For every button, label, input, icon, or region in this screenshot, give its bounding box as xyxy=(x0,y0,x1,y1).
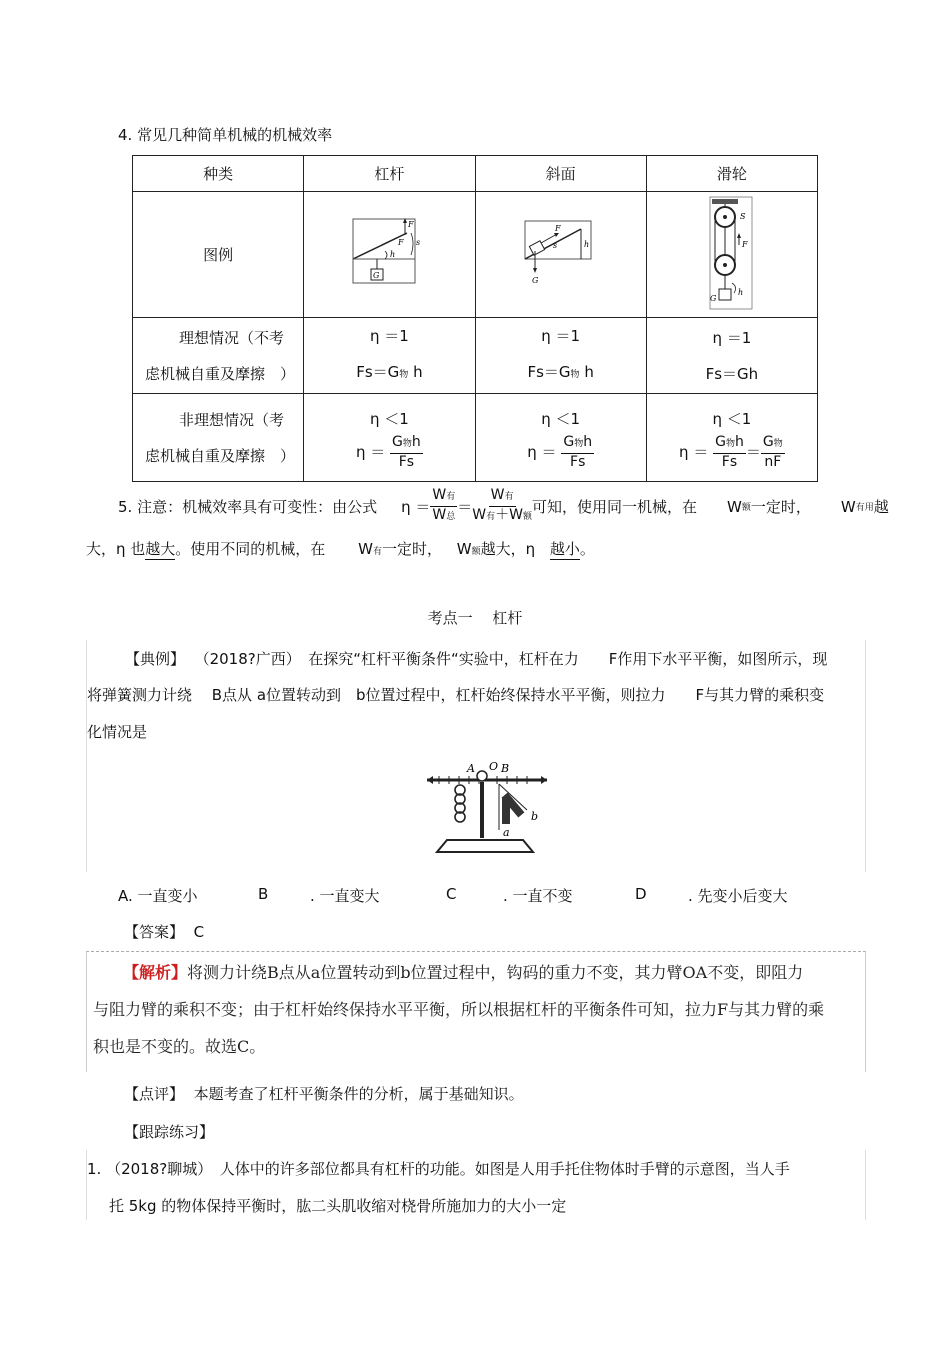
fig-a-label: A xyxy=(467,762,475,775)
note-5-line2 xyxy=(86,538,595,559)
ideal-lever-formula-sub: 物 xyxy=(399,370,409,380)
analysis-text1: 将测力计绕B点从a位置转动到b位置过程中，钩码的重力不变，其力臂OA不变，即阻力 xyxy=(187,963,804,982)
option-d-letter: D xyxy=(635,885,647,903)
real-lever-formula xyxy=(304,434,474,471)
note5-l2-e: 。 xyxy=(579,540,595,558)
analysis-box xyxy=(86,951,866,1072)
note5-mid: 可知，使用同一机械，在 xyxy=(531,498,697,516)
ideal-incline-formula-main: Fs＝G xyxy=(527,363,571,381)
note5-f2-dw2: W xyxy=(509,507,523,523)
note5-l2-b: 。使用不同的机械，在 xyxy=(175,540,326,558)
incline-figure-cell xyxy=(475,192,646,318)
example-box xyxy=(86,640,866,872)
real-lever-frac-num: G xyxy=(392,434,403,450)
real-incline-cell xyxy=(475,394,646,482)
real-lever-frac-tail: h xyxy=(411,434,421,450)
pulley-f-label: F xyxy=(741,239,748,249)
real-pulley-frac2-den: nF xyxy=(764,454,782,470)
table-real-row xyxy=(133,394,818,482)
option-d-text: . 先变小后变大 xyxy=(688,887,788,905)
analysis-line1 xyxy=(93,954,865,991)
real-lever-eta: η ＜1 xyxy=(369,410,409,428)
note5-frac-1 xyxy=(430,487,457,526)
real-label-line2: 虑机械自重及摩擦 ） xyxy=(145,446,296,465)
answer-line xyxy=(124,921,204,942)
note5-answer-1: 越大 xyxy=(145,540,176,558)
real-lever-cell xyxy=(304,394,475,482)
real-pulley-frac2-num: G xyxy=(762,434,774,450)
note5-l2-d: 越大，η xyxy=(480,540,536,558)
analysis-line2: 与阻力臂的乘积不变；由于杠杆始终保持水平平衡，所以根据杠杆的平衡条件可知，拉力F与其力臂的乘 xyxy=(93,1000,825,1019)
ideal-label-line2: 虑机械自重及摩擦 ） xyxy=(145,364,296,383)
real-lever-eta-eq: η ＝ xyxy=(355,443,386,461)
lever-figure-cell xyxy=(304,192,475,318)
header-incline: 斜面 xyxy=(475,156,646,192)
incline-diagram xyxy=(521,215,601,291)
real-incline-frac-num: G xyxy=(563,434,575,450)
note5-l2-a: 大，η 也 xyxy=(86,540,146,558)
example-tag: 【典例】 xyxy=(125,650,186,668)
option-b-letter: B xyxy=(258,885,269,903)
fig-o-label: O xyxy=(489,760,499,773)
note5-f1-dsub: 总 xyxy=(446,512,456,522)
note5-answer-2: 越小 xyxy=(549,540,580,558)
real-lever-frac-den: Fs xyxy=(398,454,415,470)
real-pulley-frac1-den: Fs xyxy=(721,454,738,470)
example-line3: 化情况是 xyxy=(87,723,148,741)
lever-diagram xyxy=(349,215,429,291)
header-type: 种类 xyxy=(133,156,304,192)
ideal-incline-formula-tail: h xyxy=(584,363,594,381)
ideal-label xyxy=(133,318,304,394)
fig-b-label: B xyxy=(501,762,510,775)
real-label xyxy=(133,394,304,482)
comment-line xyxy=(124,1083,524,1104)
incline-g-label: G xyxy=(531,275,539,285)
note5-tail: 越 xyxy=(873,498,889,516)
figure-row-label: 图例 xyxy=(133,192,304,318)
header-lever: 杠杆 xyxy=(304,156,475,192)
note5-f1-sub: 有 xyxy=(446,492,456,502)
note5-frac-2 xyxy=(472,487,532,526)
lever-g-label: G xyxy=(373,270,380,280)
note-5-line1 xyxy=(118,487,889,526)
fig-a-dir-label: a xyxy=(503,826,510,839)
pulley-h-label: h xyxy=(737,287,744,297)
answer-value: C xyxy=(193,923,205,941)
ideal-incline-formula-sub: 物 xyxy=(570,370,580,380)
ideal-lever-cell xyxy=(304,318,475,394)
ideal-pulley-formula: Fs＝Gh xyxy=(705,364,759,383)
incline-f-label: F xyxy=(554,223,561,233)
lever-h-label: h xyxy=(390,249,396,259)
lever-s-label: s xyxy=(416,237,421,247)
note5-l2-w-e-sub: 额 xyxy=(471,547,481,557)
note5-eq: ＝ xyxy=(457,498,473,516)
ideal-label-line1: 理想情况（不考 xyxy=(179,328,285,347)
note5-f1-w: W xyxy=(432,487,447,503)
note5-w-you-sub: 有用 xyxy=(855,503,874,513)
note5-l2-w-you-sub: 有 xyxy=(372,547,382,557)
comment-tag: 【点评】 xyxy=(124,1085,185,1103)
example-line2: 将弹簧测力计绕 B点从 a位置转动到 b位置过程中，杠杆始终保持水平平衡，则拉力 F与其力臂的乘积变 xyxy=(87,686,825,704)
real-incline-frac-sub: 物 xyxy=(574,439,584,449)
note5-eta: η ＝ xyxy=(401,498,431,516)
practice1-line1: 1. （2018?聊城） 人体中的许多部位都具有杠杆的功能。如图是人用手托住物体时手臂的示意图，当人手 xyxy=(87,1160,790,1178)
note5-const: 一定时， xyxy=(750,498,811,516)
pulley-figure-cell xyxy=(646,192,817,318)
ideal-incline-formula xyxy=(476,354,646,393)
real-pulley-formula xyxy=(647,434,817,471)
pulley-g-label: G xyxy=(709,293,717,303)
real-pulley-eq: ＝ xyxy=(745,443,761,461)
section-title: 考点一 杠杆 xyxy=(427,609,523,627)
real-pulley-frac1-tail: h xyxy=(734,434,744,450)
option-c-letter: C xyxy=(446,885,457,903)
example-line1-text: （2018?广西） 在探究“杠杆平衡条件“实验中，杠杆在力 F作用下水平平衡，如图所示，现 xyxy=(194,650,828,668)
real-pulley-frac2-sub: 物 xyxy=(773,439,783,449)
real-lever-frac-sub: 物 xyxy=(402,439,412,449)
real-incline-eta: η ＜1 xyxy=(541,410,581,428)
real-pulley-eta-eq: η ＝ xyxy=(679,443,709,461)
option-c-text: . 一直不变 xyxy=(503,887,573,905)
ideal-incline-eta: η ＝1 xyxy=(541,327,581,345)
lever-f-label: F xyxy=(408,219,414,229)
note5-f2-w: W xyxy=(490,487,505,503)
ideal-lever-formula-tail: h xyxy=(413,363,423,381)
fig-b-dir-label: b xyxy=(531,810,539,823)
header-pulley: 滑轮 xyxy=(646,156,817,192)
table-figure-row xyxy=(133,192,818,318)
real-incline-fraction xyxy=(561,434,594,471)
lever-experiment-figure xyxy=(427,758,549,854)
practice-tag: 【跟踪练习】 xyxy=(124,1123,215,1141)
comment-text: 本题考查了杠杆平衡条件的分析，属于基础知识。 xyxy=(193,1085,524,1103)
lever-f2-label: F xyxy=(398,237,404,247)
real-pulley-frac1-num: G xyxy=(715,434,726,450)
answer-tag: 【答案】 xyxy=(124,923,185,941)
note5-f2-dsub2: 额 xyxy=(522,512,532,522)
table-header-row xyxy=(133,156,818,192)
incline-h-label: h xyxy=(583,239,589,249)
incline-s-label: s xyxy=(552,240,557,250)
efficiency-table xyxy=(132,155,818,482)
ideal-lever-formula xyxy=(304,354,474,393)
note5-f2-sub: 有 xyxy=(504,492,514,502)
note5-l2-w-you: W xyxy=(358,540,373,558)
analysis-text xyxy=(93,954,865,1065)
note5-f2-dw1: W xyxy=(472,507,487,523)
heading-4: 4. 常见几种简单机械的机械效率 xyxy=(118,126,333,144)
practice1-line2: 托 5kg 的物体保持平衡时，肱二头肌收缩对桡骨所施加力的大小一定 xyxy=(109,1197,567,1215)
analysis-tag: 【解析】 xyxy=(123,963,188,982)
ideal-lever-formula-main: Fs＝G xyxy=(356,363,400,381)
note5-f2-plus: ＋ xyxy=(495,507,510,523)
real-pulley-fraction-2 xyxy=(761,434,785,471)
note5-l2-c: 一定时， xyxy=(381,540,442,558)
note5-l2-w-e: W xyxy=(456,540,472,558)
real-incline-frac-tail: h xyxy=(583,434,593,450)
note5-w-e-sub: 额 xyxy=(741,503,751,513)
option-a: A. 一直变小 xyxy=(118,887,198,905)
practice-box xyxy=(86,1150,866,1220)
option-b-text: . 一直变大 xyxy=(310,887,380,905)
analysis-line3: 积也是不变的。故选C。 xyxy=(93,1037,266,1056)
note5-w-you: W xyxy=(840,497,856,516)
pulley-s-label: S xyxy=(739,211,746,221)
note5-prefix: 5. 注意：机械效率具有可变性：由公式 xyxy=(118,498,378,516)
pulley-diagram xyxy=(702,195,762,311)
ideal-pulley-eta: η ＝1 xyxy=(712,328,752,347)
real-label-line1: 非理想情况（考 xyxy=(179,410,285,429)
real-incline-formula xyxy=(476,434,646,471)
note5-w-e: W xyxy=(726,497,742,516)
example-line1 xyxy=(125,648,827,669)
note5-f1-dw: W xyxy=(432,507,447,523)
real-pulley-frac1-sub: 物 xyxy=(725,439,735,449)
ideal-pulley-cell xyxy=(646,318,817,394)
real-incline-frac-den: Fs xyxy=(570,454,586,470)
note5-f2-dsub1: 有 xyxy=(486,512,496,522)
ideal-lever-eta: η ＝1 xyxy=(369,327,409,345)
real-pulley-eta: η ＜1 xyxy=(712,410,752,428)
ideal-incline-cell xyxy=(475,318,646,394)
real-incline-eta-eq: η ＝ xyxy=(527,443,557,461)
real-pulley-fraction-1 xyxy=(713,434,746,471)
table-ideal-row xyxy=(133,318,818,394)
real-pulley-cell xyxy=(646,394,817,482)
real-lever-fraction xyxy=(390,434,423,471)
